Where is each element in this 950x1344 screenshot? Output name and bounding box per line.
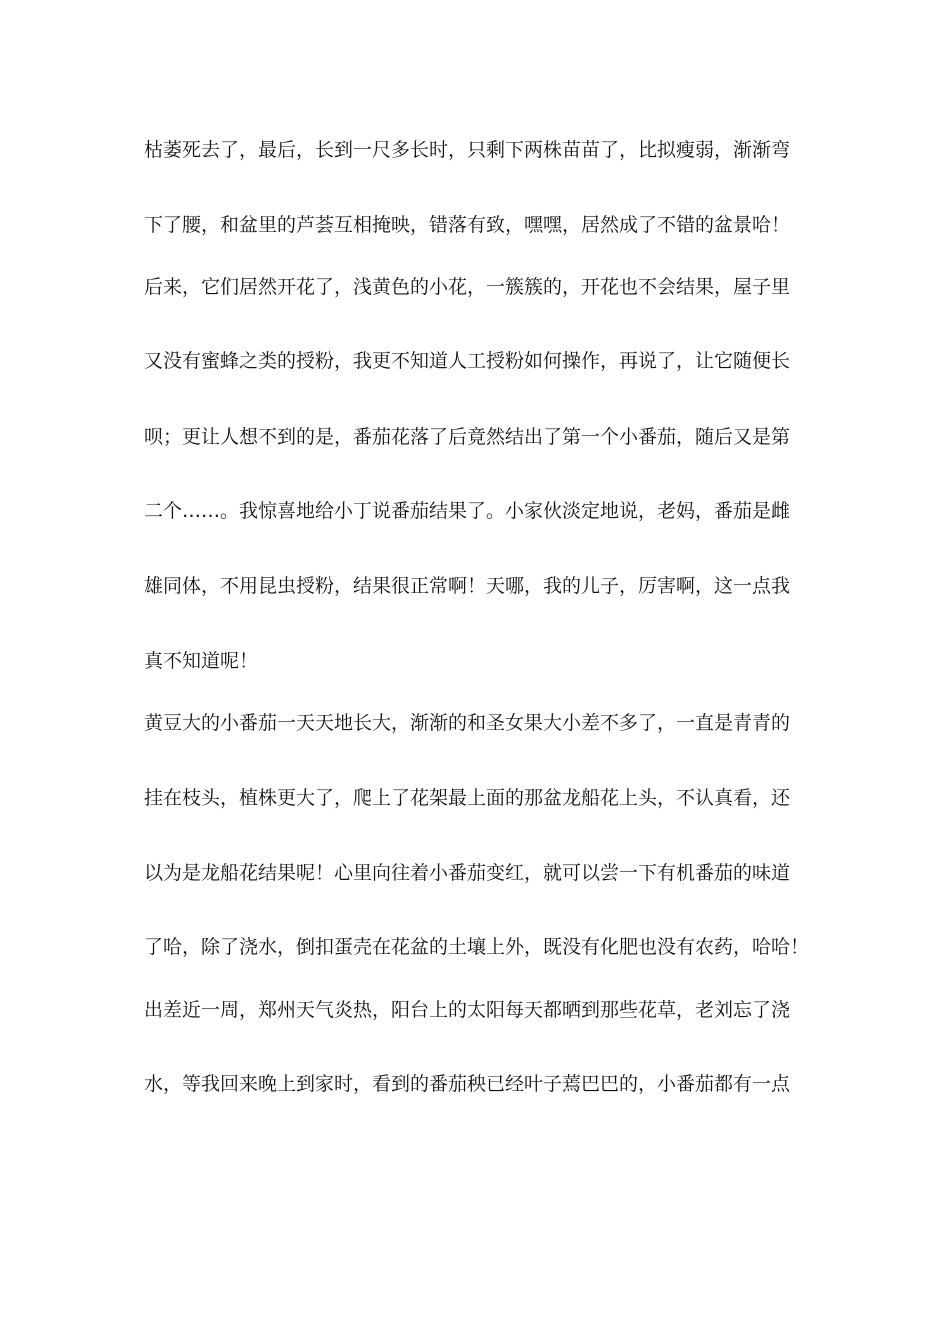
text-line: 了哈，除了浇水，倒扣蛋壳在花盆的土壤上外，既没有化肥也没有农药，哈哈！ — [144, 936, 810, 958]
text-line: 雄同体，不用昆虫授粉，结果很正常啊！天哪，我的儿子，厉害啊，这一点我 — [144, 575, 791, 597]
text-line: 水，等我回来晚上到家时，看到的番茄秧已经叶子蔫巴巴的，小番茄都有一点 — [144, 1073, 791, 1095]
text-line: 黄豆大的小番茄一天天地长大，渐渐的和圣女果大小差不多了，一直是青青的 — [144, 712, 791, 734]
text-line: 又没有蜜蜂之类的授粉，我更不知道人工授粉如何操作，再说了，让它随便长 — [144, 350, 791, 372]
text-line: 后来，它们居然开花了，浅黄色的小花，一簇簇的，开花也不会结果，屋子里 — [144, 276, 791, 298]
text-line: 枯萎死去了，最后，长到一尺多长时，只剩下两株苗苗了，比拟瘦弱，渐渐弯 — [144, 139, 791, 161]
text-line: 真不知道呢！ — [144, 650, 259, 672]
text-line: 二个……。我惊喜地给小丁说番茄结果了。小家伙淡定地说，老妈，番茄是雌 — [144, 500, 791, 522]
text-line: 出差近一周，郑州天气炎热，阳台上的太阳每天都晒到那些花草，老刘忘了浇 — [144, 999, 791, 1021]
text-line: 呗；更让人想不到的是，番茄花落了后竟然结出了第一个小番茄，随后又是第 — [144, 426, 791, 448]
text-line: 以为是龙船花结果呢！心里向往着小番茄变红，就可以尝一下有机番茄的味道 — [144, 862, 791, 884]
text-line: 下了腰，和盆里的芦荟互相掩映，错落有致，嘿嘿，居然成了不错的盆景哈！ — [144, 214, 791, 236]
text-line: 挂在枝头，植株更大了，爬上了花架最上面的那盆龙船花上头，不认真看，还 — [144, 787, 791, 809]
